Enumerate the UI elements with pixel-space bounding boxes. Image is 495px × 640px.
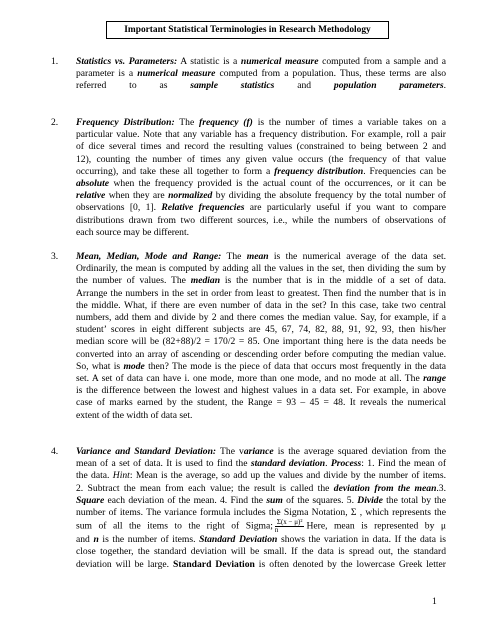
text-line: [76, 251, 446, 263]
text-span: the data.: [76, 470, 113, 482]
text-span: the middle. What, if there are even number of data in the set? In this case, take two central: [76, 299, 446, 311]
text-span: is the number of times a variable takes on a: [252, 117, 446, 128]
text-line: [76, 80, 446, 92]
text-span: observations [0, 1].: [76, 202, 162, 214]
text-line: [76, 227, 446, 239]
emphasized-term: Process: [330, 458, 362, 470]
text-span: the total by the: [382, 494, 446, 506]
text-span: extent of the width of data set.: [76, 409, 193, 421]
text-line: [76, 117, 446, 129]
emphasized-term: population parameters: [333, 80, 444, 92]
text-span: particular value. Note that any variable has a frequency distribution. For example, roll a pair: [76, 129, 446, 141]
paragraph: [76, 251, 446, 422]
text-line: [76, 534, 446, 546]
emphasized-term: mode: [123, 360, 145, 372]
emphasized-term: relative: [76, 190, 106, 202]
page-number: 1: [432, 596, 437, 607]
text-span: .3.: [436, 482, 446, 494]
text-span: is often denoted by the lowercase Greek letter: [254, 558, 446, 570]
text-line: [76, 446, 446, 458]
text-span: computed from a population. Thus, these terms are also: [215, 68, 446, 80]
text-span: are particularly useful if you want to compare: [244, 202, 446, 214]
text-span: close together, the standard deviation will be small. If the data is spread out, the standard: [76, 546, 446, 558]
emphasized-term: Mean, Median, Mode and Range:: [76, 251, 222, 262]
list-number: 3.: [51, 251, 59, 262]
text-line: [76, 546, 446, 558]
text-span: the number of values. The: [76, 275, 191, 287]
paragraph: [76, 446, 446, 571]
emphasized-term: frequency distribution: [274, 165, 364, 177]
formula-denominator: n: [274, 526, 279, 535]
text-line: [76, 300, 446, 312]
text-span: case of marks earned by the student, the Range = 93 – 45 = 48. It reveals the numerical: [76, 397, 446, 409]
emphasized-term: Standard Deviation: [173, 558, 255, 570]
emphasized-term: Square: [76, 494, 105, 506]
emphasized-term: Frequency Distribution:: [76, 117, 175, 128]
emphasized-term: Standard Deviation: [199, 534, 278, 546]
text-line: [76, 154, 446, 166]
text-line: [76, 166, 446, 178]
text-line: [76, 470, 446, 482]
list-number: 4.: [51, 446, 59, 457]
text-line: [76, 215, 446, 227]
text-line: [76, 141, 446, 153]
text-span: each deviation of the mean. 4. Find the: [104, 494, 267, 506]
text-line: [76, 483, 446, 495]
text-span: of dice several times and record the resulting values (constrained to being between 2 and: [76, 141, 446, 153]
text-span: So, what is: [76, 360, 124, 372]
emphasized-term: ariance: [243, 446, 274, 457]
emphasized-term: Variance and Standard Deviation:: [76, 446, 217, 457]
text-span: converted into an array of ascending or descending order before computing the median value.: [76, 348, 446, 360]
text-line: [76, 312, 446, 324]
text-span: Ordinarily, the mean is computed by adding all the values in the set, then dividing the sum by: [76, 263, 446, 275]
text-span: referred to as: [76, 80, 191, 92]
text-span: The v: [216, 446, 244, 457]
text-line: [76, 410, 446, 422]
text-span: when they are: [105, 190, 169, 202]
paragraph: [76, 56, 446, 93]
text-span: mean of a set of data. It is used to find the: [76, 458, 251, 470]
emphasized-term: median: [190, 275, 221, 287]
text-span: parameter is a: [76, 68, 138, 80]
text-line: [76, 324, 446, 336]
text-span: is the average squared deviation from the: [273, 446, 446, 457]
text-span: student’ scores in eight different subjects are 45, 67, 74, 82, 88, 91, 92, 93, then his/her: [76, 324, 446, 336]
text-span: is the number of items.: [98, 534, 200, 546]
text-span: and: [274, 80, 334, 92]
emphasized-term: Statistics vs. Parameters:: [76, 56, 178, 67]
text-span: then? The mode is the piece of data that occurs most frequently in the data: [144, 360, 446, 372]
list-number: 1.: [51, 56, 59, 67]
text-line: [76, 56, 446, 68]
text-line: [76, 373, 446, 385]
emphasized-term: Divide: [357, 494, 383, 506]
text-span: occurring), and take these all together to form a: [76, 165, 275, 177]
emphasized-term: normalized: [168, 190, 213, 202]
text-line: [76, 129, 446, 141]
text-span: . Frequencies can be: [363, 165, 446, 177]
text-span: number of items. The variance formula includes the Sigma Notation, Σ , which represents the: [76, 507, 446, 519]
text-line: [76, 361, 446, 373]
text-span: 2. Subtract the mean from each value; the result is called the: [76, 482, 334, 494]
text-line: [76, 507, 446, 519]
document-title: Important Statistical Terminologies in Research Methodology: [106, 21, 389, 39]
paragraph: [76, 117, 446, 239]
emphasized-term: sum: [266, 494, 283, 506]
variance-formula: [275, 519, 305, 534]
text-span: numbers, add them and divide by 2 and there comes the median value. Say, for example, if a: [76, 312, 446, 324]
emphasized-term: Hint: [112, 470, 130, 482]
text-span: and: [76, 534, 94, 546]
text-span: deviation will be large.: [76, 558, 174, 570]
text-span: distributions drawn from two different sources, i.e., while the numbers of observations of: [76, 214, 446, 226]
text-span: 12), counting the number of times any given value occurs (the frequency of that value: [76, 153, 446, 165]
text-line: [76, 202, 446, 214]
text-line: [76, 495, 446, 507]
text-span: The: [221, 251, 247, 262]
text-line: [76, 519, 446, 534]
text-line: [76, 397, 446, 409]
text-span: The: [174, 117, 200, 128]
text-span: Arrange the numbers in the set in order from least to greatest. Then find the number that is in: [76, 287, 446, 299]
text-line: [76, 275, 446, 287]
text-line: [76, 385, 446, 397]
emphasized-term: Relative frequencies: [161, 202, 245, 214]
text-line: [76, 263, 446, 275]
text-span: is the numerical average of the data set.: [268, 251, 447, 262]
text-line: [76, 68, 446, 80]
text-span: shows the variation in data. If the data is: [277, 534, 446, 546]
text-span: : 1. Find the mean of: [361, 458, 447, 470]
text-span: .: [443, 80, 447, 92]
text-line: [76, 559, 446, 571]
emphasized-term: numerical measure: [137, 68, 216, 80]
text-span: by dividing the absolute frequency by the total number of: [212, 190, 446, 202]
text-span: each source may be different.: [76, 226, 190, 238]
text-span: median score will be (82+88)/2 = 170/2 = 85. One important thing here is the data needs be: [76, 336, 446, 348]
text-span: computed from a sample and a: [318, 56, 446, 67]
text-span: : Mean is the average, so add up the values and divide by the number of items.: [129, 470, 446, 482]
text-line: [76, 190, 446, 202]
text-span: is the number that is in the middle of a set of data.: [220, 275, 446, 287]
text-span: when the frequency provided is the actual count of the occurrences, or it can be: [109, 178, 446, 190]
text-span: of the squares. 5.: [282, 494, 358, 506]
text-span: A statistic is a: [177, 56, 241, 67]
text-line: [76, 178, 446, 190]
emphasized-term: standard deviation: [250, 458, 326, 470]
text-span: Here, mean is represented by μ: [306, 520, 446, 532]
emphasized-term: mean: [246, 251, 269, 262]
text-span: is the difference between the lowest and highest values in a data set. For example, in above: [76, 385, 446, 397]
emphasized-term: deviation from the mean: [333, 482, 437, 494]
emphasized-term: n: [93, 534, 99, 546]
text-line: [76, 458, 446, 470]
text-span: .: [325, 458, 331, 470]
text-span: sum of all the items to the right of Sigma;: [76, 520, 273, 532]
emphasized-term: absolute: [76, 178, 110, 190]
emphasized-term: numerical measure: [240, 56, 319, 67]
text-line: [76, 349, 446, 361]
text-line: [76, 336, 446, 348]
emphasized-term: range: [423, 373, 446, 385]
text-span: set. A set of data can have i. one mode, more than one mode, and no mode at all. The: [76, 373, 424, 385]
list-number: 2.: [51, 117, 59, 128]
formula-numerator: Σ(x − μ)²: [276, 518, 303, 527]
text-line: [76, 288, 446, 300]
emphasized-term: sample statistics: [190, 80, 275, 92]
emphasized-term: frequency (f): [199, 117, 253, 128]
